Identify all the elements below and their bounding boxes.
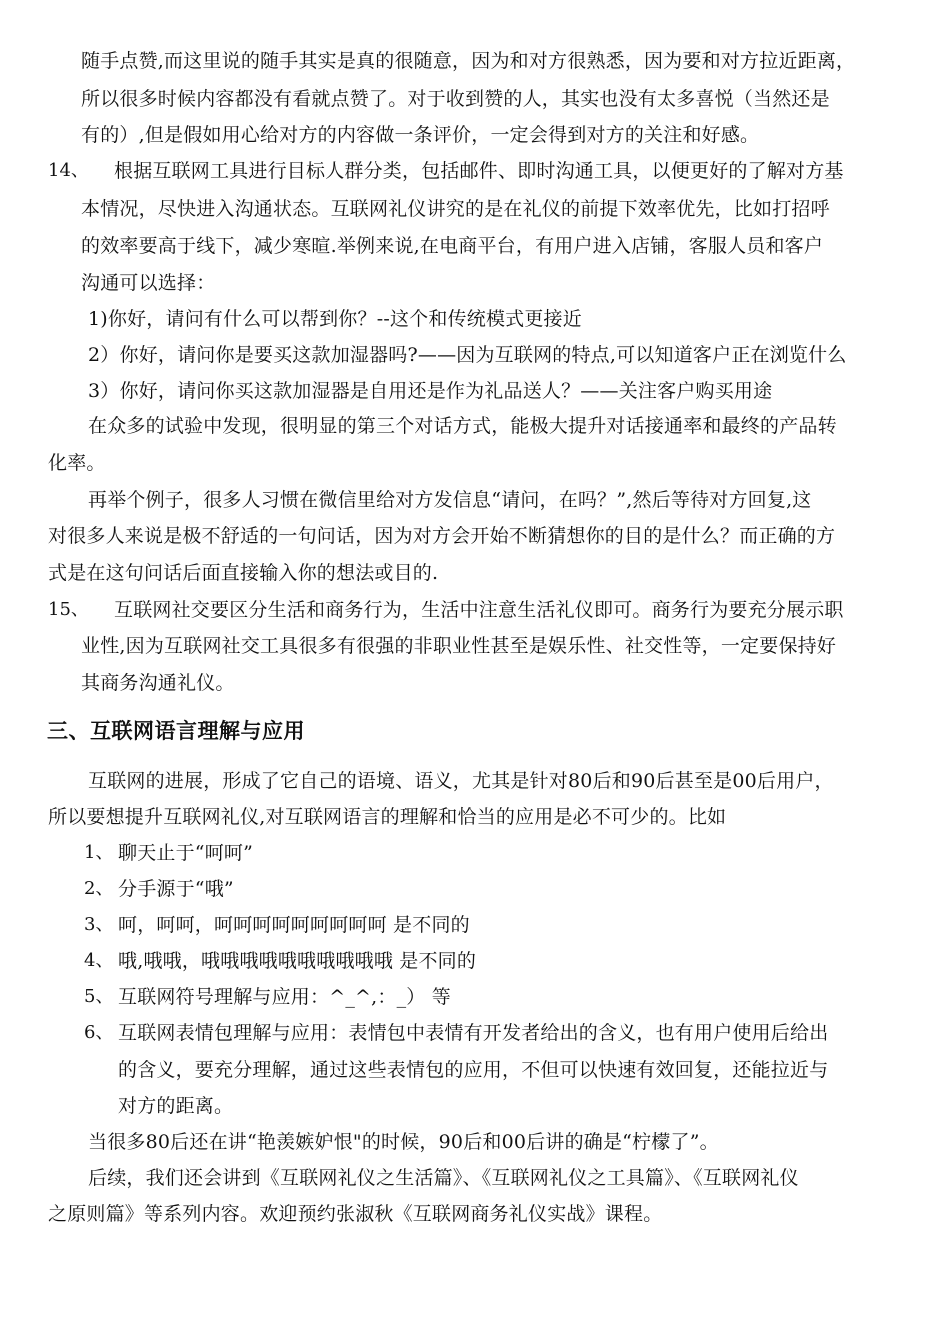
item-number: 6、 (84, 1022, 114, 1043)
dialogue-option: 1)你好，请问有什么可以帮到你？--这个和传统模式更接近 (88, 308, 582, 330)
text-line: 业性,因为互联网社交工具很多有很强的非职业性甚至是娱乐性、社交性等，一定要保持好 (81, 635, 837, 657)
item-text: 的含义，要充分理解，通过这些表情包的应用，不但可以快速有效回复，还能拉近与 (118, 1059, 829, 1081)
item-number: 3、 (84, 914, 114, 935)
text-line: 在众多的试验中发现，很明显的第三个对话方式，能极大提升对话接通率和最终的产品转 (88, 415, 837, 437)
text-line: 所以要想提升互联网礼仪,对互联网语言的理解和恰当的应用是必不可少的。比如 (48, 806, 727, 828)
text-line: 本情况，尽快进入沟通状态。互联网礼仪讲究的是在礼仪的前提下效率优先，比如打招呼 (81, 198, 830, 220)
section-heading: 三、互联网语言理解与应用 (47, 719, 305, 743)
item-number: 1、 (84, 842, 114, 863)
text-line: 所以很多时候内容都没有看就点赞了。对于收到赞的人，其实也没有太多喜悦（当然还是 (81, 88, 830, 110)
closing-line: 当很多80后还在讲“艳羡嫉妒恨"的时候，90后和00后讲的确是“柠檬了”。 (88, 1131, 719, 1153)
item-number: 2、 (84, 878, 114, 899)
text-line: 再举个例子，很多人习惯在微信里给对方发信息“请问，在吗？”,然后等待对方回复,这 (88, 489, 812, 511)
text-line: 互联网的进展，形成了它自己的语境、语义，尤其是针对80后和90后甚至是00后用户， (88, 770, 834, 792)
item-number: 4、 (84, 950, 114, 971)
item-text: 哦,哦哦，哦哦哦哦哦哦哦哦哦哦 是不同的 (118, 950, 477, 972)
item-text: 聊天止于“呵呵” (118, 842, 254, 864)
text-line: 的效率要高于线下，减少寒暄.举例来说,在电商平台，有用户进入店铺，客服人员和客户 (81, 235, 824, 257)
text-line: 之原则篇》等系列内容。欢迎预约张淑秋《互联网商务礼仪实战》课程。 (48, 1203, 663, 1225)
item-text: 互联网符号理解与应用：^_^,：_） 等 (118, 986, 451, 1008)
text-line: 互联网社交要区分生活和商务行为，生活中注意生活礼仪即可。商务行为要充分展示职 (114, 599, 844, 621)
text-line: 其商务沟通礼仪。 (81, 672, 235, 694)
item-number: 14、 (48, 160, 89, 181)
dialogue-option: 2）你好，请问你是要买这款加湿器吗?——因为互联网的特点,可以知道客户正在浏览什么 (88, 344, 847, 366)
text-line: 根据互联网工具进行目标人群分类，包括邮件、即时沟通工具，以便更好的了解对方基 (114, 160, 844, 182)
item-text: 分手源于“哦” (118, 878, 234, 900)
item-number: 15、 (48, 599, 89, 620)
text-line: 随手点赞,而这里说的随手其实是真的很随意，因为和对方很熟悉，因为要和对方拉近距离， (81, 50, 856, 72)
text-line: 后续，我们还会讲到《互联网礼仪之生活篇》、《互联网礼仪之工具篇》、《互联网礼仪 (88, 1167, 799, 1189)
dialogue-option: 3）你好，请问你买这款加湿器是自用还是作为礼品送人？——关注客户购买用途 (88, 380, 773, 402)
item-text: 互联网表情包理解与应用：表情包中表情有开发者给出的含义，也有用户使用后给出 (118, 1022, 829, 1044)
text-line: 对很多人来说是极不舒适的一句问话，因为对方会开始不断猜想你的目的是什么？而正确的方 (48, 525, 836, 547)
text-line: 式是在这句问话后面直接输入你的想法或目的. (48, 562, 439, 584)
item-text: 对方的距离。 (118, 1095, 234, 1117)
item-number: 5、 (84, 986, 114, 1007)
item-text: 呵，呵呵，呵呵呵呵呵呵呵呵呵 是不同的 (118, 914, 470, 936)
text-line: 有的）,但是假如用心给对方的内容做一条评价，一定会得到对方的关注和好感。 (81, 124, 760, 146)
text-line: 沟通可以选择： (81, 272, 216, 294)
text-line: 化率。 (48, 452, 106, 474)
